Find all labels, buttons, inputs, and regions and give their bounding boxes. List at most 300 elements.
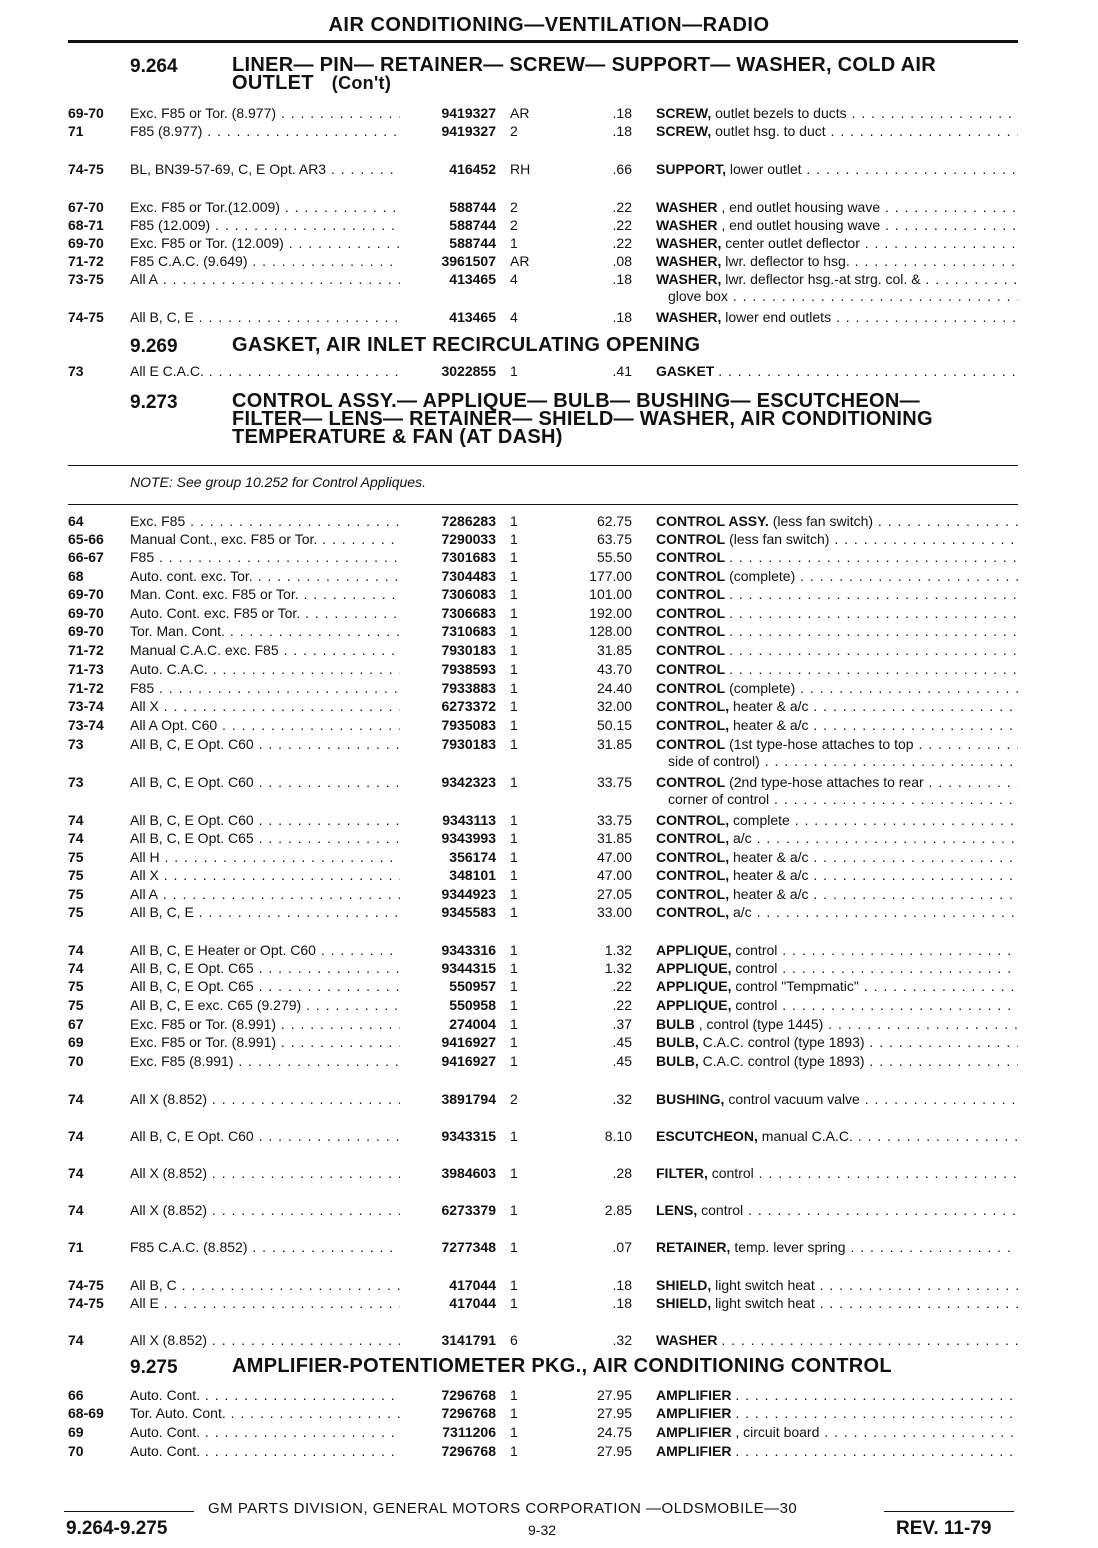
part-number: 588744 bbox=[449, 217, 496, 233]
model-application: All A . . . bbox=[130, 270, 400, 288]
table-row bbox=[0, 660, 1098, 678]
table-row bbox=[0, 996, 1098, 1014]
part-detail: (less fan switch) bbox=[772, 513, 874, 529]
year-range: 71-72 bbox=[68, 680, 104, 696]
part-name: WASHER, bbox=[656, 309, 722, 325]
description bbox=[656, 660, 1018, 678]
price: 27.95 bbox=[596, 1387, 632, 1403]
price: 27.95 bbox=[596, 1405, 632, 1421]
group-title bbox=[232, 1357, 1022, 1375]
description bbox=[656, 270, 1018, 288]
table-row bbox=[0, 308, 1098, 326]
footer-rule-right bbox=[884, 1511, 1014, 1512]
description bbox=[656, 697, 1018, 715]
model-application: All B, C, E Opt. C60 . . . bbox=[130, 773, 400, 791]
group-title-line: TEMPERATURE & FAN (AT DASH) bbox=[232, 426, 563, 448]
model-application: All B, C, E Opt. C65 . . . bbox=[130, 977, 400, 995]
table-row bbox=[0, 1423, 1098, 1441]
table-row bbox=[0, 104, 1098, 122]
part-detail: heater & a/c bbox=[733, 717, 809, 733]
part-detail: control "Tempmatic" bbox=[735, 978, 859, 994]
year-range: 73 bbox=[68, 774, 84, 790]
quantity: 6 bbox=[510, 1332, 518, 1348]
part-number: 9343113 bbox=[442, 812, 496, 828]
part-number: 417044 bbox=[449, 1277, 496, 1293]
year-range: 69-70 bbox=[68, 623, 104, 639]
footer-rule-left bbox=[64, 1511, 194, 1512]
part-name: CONTROL, bbox=[656, 886, 730, 902]
description bbox=[656, 811, 1018, 829]
group-title bbox=[232, 392, 1022, 446]
part-name: BULB bbox=[656, 1016, 695, 1032]
model-application: All B, C, E Opt. C65 . . . bbox=[130, 829, 400, 847]
description bbox=[656, 585, 1018, 603]
part-detail: lower end outlets bbox=[725, 309, 832, 325]
price: .28 bbox=[612, 1165, 632, 1181]
quantity: 1 bbox=[510, 997, 518, 1013]
model-application: All B, C, E Heater or Opt. C60 . . . bbox=[130, 941, 400, 959]
part-detail: heater & a/c bbox=[733, 849, 809, 865]
quantity: 1 bbox=[510, 960, 518, 976]
part-number: 9416927 bbox=[441, 1053, 496, 1069]
model-application: Man. Cont. exc. F85 or Tor. . . . bbox=[130, 585, 400, 603]
part-detail: control bbox=[711, 1165, 754, 1181]
table-row bbox=[0, 252, 1098, 270]
part-name: WASHER bbox=[656, 1332, 718, 1348]
quantity: 1 bbox=[510, 1165, 518, 1181]
price: .18 bbox=[612, 105, 632, 121]
part-name: BUSHING, bbox=[656, 1091, 725, 1107]
year-range: 68-71 bbox=[68, 217, 104, 233]
part-number: 7930183 bbox=[441, 642, 496, 658]
part-name: APPLIQUE, bbox=[656, 942, 732, 958]
price: .22 bbox=[612, 199, 632, 215]
quantity: 1 bbox=[510, 642, 518, 658]
part-detail: , end outlet housing wave bbox=[721, 199, 881, 215]
part-detail: temp. lever spring bbox=[734, 1239, 846, 1255]
year-range: 73 bbox=[68, 736, 84, 752]
model-application: All B, C, E Opt. C65 . . . bbox=[130, 959, 400, 977]
part-detail: C.A.C. control (type 1893) bbox=[702, 1053, 865, 1069]
table-row bbox=[0, 679, 1098, 697]
part-detail: heater & a/c bbox=[733, 867, 809, 883]
part-detail: outlet bezels to ducts bbox=[715, 105, 847, 121]
table-row bbox=[0, 1015, 1098, 1033]
group-number: 9.273 bbox=[130, 392, 178, 413]
description bbox=[656, 641, 1018, 659]
year-range: 73-74 bbox=[68, 717, 104, 733]
table-row bbox=[0, 1238, 1098, 1256]
group-number: 9.275 bbox=[130, 1357, 178, 1378]
part-name: CONTROL, bbox=[656, 849, 730, 865]
quantity: 1 bbox=[510, 513, 518, 529]
header-rule bbox=[68, 40, 1018, 43]
quantity: 1 bbox=[510, 1034, 518, 1050]
quantity: 1 bbox=[510, 1443, 518, 1459]
table-row bbox=[0, 1442, 1098, 1460]
year-range: 68 bbox=[68, 568, 84, 584]
table-row-continuation bbox=[0, 752, 1098, 770]
part-name: ESCUTCHEON, bbox=[656, 1128, 758, 1144]
price: .18 bbox=[612, 271, 632, 287]
model-application: BL, BN39-57-69, C, E Opt. AR3 . . . bbox=[130, 160, 400, 178]
part-name: CONTROL bbox=[656, 642, 726, 658]
table-row bbox=[0, 1052, 1098, 1070]
part-detail: C.A.C. control (type 1893) bbox=[702, 1034, 865, 1050]
description-continued: corner of control . . . bbox=[668, 790, 1018, 808]
model-application: Auto. Cont. . . . bbox=[130, 1386, 400, 1404]
description bbox=[656, 735, 1018, 753]
part-number: 9416927 bbox=[441, 1034, 496, 1050]
model-application: All X . . . bbox=[130, 866, 400, 884]
year-range: 71-73 bbox=[68, 661, 104, 677]
part-number: 7304483 bbox=[441, 568, 496, 584]
table-row bbox=[0, 1331, 1098, 1349]
quantity: 1 bbox=[510, 680, 518, 696]
model-application: All B, C, E . . . bbox=[130, 903, 400, 921]
year-range: 73-74 bbox=[68, 698, 104, 714]
table-row bbox=[0, 585, 1098, 603]
quantity: 1 bbox=[510, 942, 518, 958]
table-row bbox=[0, 641, 1098, 659]
model-application: All B, C, E Opt. C60 . . . bbox=[130, 1127, 400, 1145]
description bbox=[656, 512, 1018, 530]
model-application: All H . . . bbox=[130, 848, 400, 866]
model-application: F85 C.A.C. (8.852) . . . bbox=[130, 1238, 400, 1256]
year-range: 71-72 bbox=[68, 642, 104, 658]
price: 101.00 bbox=[589, 586, 632, 602]
table-row bbox=[0, 1127, 1098, 1145]
part-name: CONTROL, bbox=[656, 698, 730, 714]
description bbox=[656, 104, 1018, 122]
price: 31.85 bbox=[596, 830, 632, 846]
price: 33.75 bbox=[596, 812, 632, 828]
part-detail: (2nd type-hose attaches to rear bbox=[729, 774, 924, 790]
description bbox=[656, 160, 1018, 178]
part-detail: (complete) bbox=[729, 568, 796, 584]
price: 31.85 bbox=[596, 736, 632, 752]
part-number: 7938593 bbox=[441, 661, 496, 677]
quantity: 1 bbox=[510, 235, 518, 251]
model-application: All X (8.852) . . . bbox=[130, 1201, 400, 1219]
year-range: 74 bbox=[68, 1202, 84, 1218]
part-name: SCREW, bbox=[656, 105, 712, 121]
part-name: SHIELD, bbox=[656, 1295, 712, 1311]
quantity: 1 bbox=[510, 812, 518, 828]
part-name: SUPPORT, bbox=[656, 161, 727, 177]
model-application: Exc. F85 or Tor.(12.009) . . . bbox=[130, 198, 400, 216]
part-name: CONTROL bbox=[656, 774, 726, 790]
description bbox=[656, 1164, 1018, 1182]
description bbox=[656, 122, 1018, 140]
part-number: 3022855 bbox=[441, 363, 496, 379]
quantity: 1 bbox=[510, 623, 518, 639]
part-name: CONTROL bbox=[656, 531, 726, 547]
quantity: 1 bbox=[510, 1202, 518, 1218]
part-detail: control bbox=[735, 942, 778, 958]
part-detail: light switch heat bbox=[715, 1277, 815, 1293]
year-range: 66-67 bbox=[68, 549, 104, 565]
description bbox=[656, 530, 1018, 548]
part-detail: lwr. deflector to hsg. bbox=[725, 253, 850, 269]
table-row bbox=[0, 697, 1098, 715]
model-application: F85 . . . bbox=[130, 679, 400, 697]
year-range: 68-69 bbox=[68, 1405, 104, 1421]
table-row bbox=[0, 1276, 1098, 1294]
quantity: 2 bbox=[510, 217, 518, 233]
table-row bbox=[0, 362, 1098, 380]
year-range: 73-75 bbox=[68, 271, 104, 287]
quantity: 1 bbox=[510, 1239, 518, 1255]
table-row bbox=[0, 1033, 1098, 1051]
model-application: Tor. Auto. Cont. . . . bbox=[130, 1404, 400, 1422]
model-application: Auto. C.A.C. . . . bbox=[130, 660, 400, 678]
quantity: 1 bbox=[510, 568, 518, 584]
model-application: All B, C, E Opt. C60 . . . bbox=[130, 811, 400, 829]
footer-page-number: 9-32 bbox=[528, 1522, 557, 1538]
price: 63.75 bbox=[596, 531, 632, 547]
quantity: 4 bbox=[510, 309, 518, 325]
description bbox=[656, 198, 1018, 216]
quantity: 1 bbox=[510, 586, 518, 602]
description bbox=[656, 308, 1018, 326]
price: 50.15 bbox=[596, 717, 632, 733]
model-application: All A . . . bbox=[130, 885, 400, 903]
description bbox=[656, 1127, 1018, 1145]
part-detail: heater & a/c bbox=[733, 698, 809, 714]
part-number: 7301683 bbox=[441, 549, 496, 565]
table-row-continuation bbox=[0, 287, 1098, 305]
description bbox=[656, 1331, 1018, 1349]
description bbox=[656, 829, 1018, 847]
part-number: 588744 bbox=[449, 235, 496, 251]
model-application: Manual C.A.C. exc. F85 . . . bbox=[130, 641, 400, 659]
part-name: AMPLIFIER bbox=[656, 1424, 732, 1440]
table-row bbox=[0, 829, 1098, 847]
description bbox=[656, 216, 1018, 234]
part-name: CONTROL bbox=[656, 736, 726, 752]
footer-publisher: GM PARTS DIVISION, GENERAL MOTORS CORPORATION —OLDSMOBILE—30 bbox=[208, 1500, 798, 1517]
year-range: 69 bbox=[68, 1034, 84, 1050]
model-application: Auto. cont. exc. Tor. . . . bbox=[130, 567, 400, 585]
part-number: 413465 bbox=[449, 309, 496, 325]
table-row bbox=[0, 1404, 1098, 1422]
footer-revision: REV. 11-79 bbox=[896, 1518, 992, 1539]
part-name: BULB, bbox=[656, 1053, 699, 1069]
description bbox=[656, 996, 1018, 1014]
part-detail: control vacuum valve bbox=[728, 1091, 860, 1107]
table-row bbox=[0, 1164, 1098, 1182]
part-name: CONTROL bbox=[656, 680, 726, 696]
price: .32 bbox=[612, 1332, 632, 1348]
part-name: WASHER, bbox=[656, 235, 722, 251]
model-application: Exc. F85 or Tor. (8.977) . . . bbox=[130, 104, 400, 122]
quantity: 1 bbox=[510, 736, 518, 752]
model-application: Auto. Cont. exc. F85 or Tor. . . . bbox=[130, 604, 400, 622]
year-range: 75 bbox=[68, 886, 84, 902]
part-number: 7306083 bbox=[441, 586, 496, 602]
description bbox=[656, 1386, 1018, 1404]
description bbox=[656, 866, 1018, 884]
group-note: NOTE: See group 10.252 for Control Appliques. bbox=[130, 474, 426, 490]
part-detail: a/c bbox=[733, 830, 752, 846]
part-number: 7296768 bbox=[441, 1443, 496, 1459]
part-name: CONTROL bbox=[656, 605, 726, 621]
part-name: SHIELD, bbox=[656, 1277, 712, 1293]
year-range: 74-75 bbox=[68, 1295, 104, 1311]
year-range: 74-75 bbox=[68, 1277, 104, 1293]
part-number: 348101 bbox=[449, 867, 496, 883]
description bbox=[656, 1033, 1018, 1051]
part-detail: , control (type 1445) bbox=[698, 1016, 824, 1032]
year-range: 75 bbox=[68, 904, 84, 920]
description bbox=[656, 604, 1018, 622]
part-detail: manual C.A.C. bbox=[761, 1128, 853, 1144]
price: .18 bbox=[612, 1277, 632, 1293]
price: 1.32 bbox=[604, 942, 632, 958]
part-detail: (1st type-hose attaches to top bbox=[729, 736, 914, 752]
part-name: CONTROL, bbox=[656, 867, 730, 883]
table-row bbox=[0, 716, 1098, 734]
part-number: 588744 bbox=[449, 199, 496, 215]
quantity: 1 bbox=[510, 1405, 518, 1421]
description bbox=[656, 679, 1018, 697]
part-number: 413465 bbox=[449, 271, 496, 287]
model-application: All B, C, E exc. C65 (9.279) . . . bbox=[130, 996, 400, 1014]
year-range: 74 bbox=[68, 812, 84, 828]
price: 1.32 bbox=[604, 960, 632, 976]
part-detail: lower outlet bbox=[729, 161, 802, 177]
year-range: 74 bbox=[68, 942, 84, 958]
group-title-line: AMPLIFIER-POTENTIOMETER PKG., AIR CONDITIONING CONTROL bbox=[232, 1355, 892, 1377]
quantity: 1 bbox=[510, 978, 518, 994]
part-number: 9344923 bbox=[441, 886, 496, 902]
group-title-line: GASKET, AIR INLET RECIRCULATING OPENING bbox=[232, 334, 701, 356]
part-number: 3891794 bbox=[441, 1091, 496, 1107]
price: 33.75 bbox=[596, 774, 632, 790]
model-application: All B, C, E Opt. C60 . . . bbox=[130, 735, 400, 753]
part-number: 6273372 bbox=[441, 698, 496, 714]
year-range: 74 bbox=[68, 1128, 84, 1144]
part-number: 7296768 bbox=[441, 1387, 496, 1403]
part-name: LENS, bbox=[656, 1202, 698, 1218]
description bbox=[656, 234, 1018, 252]
part-number: 9345583 bbox=[441, 904, 496, 920]
table-row bbox=[0, 604, 1098, 622]
price: 192.00 bbox=[589, 605, 632, 621]
year-range: 75 bbox=[68, 849, 84, 865]
quantity: 1 bbox=[510, 886, 518, 902]
part-number: 7930183 bbox=[441, 736, 496, 752]
quantity: 1 bbox=[510, 867, 518, 883]
part-detail: control bbox=[735, 960, 778, 976]
part-number: 7296768 bbox=[441, 1405, 496, 1421]
table-row bbox=[0, 977, 1098, 995]
model-application: F85 . . . bbox=[130, 548, 400, 566]
part-name: GASKET bbox=[656, 363, 715, 379]
price: 177.00 bbox=[589, 568, 632, 584]
quantity: 2 bbox=[510, 199, 518, 215]
price: .22 bbox=[612, 978, 632, 994]
description bbox=[656, 1238, 1018, 1256]
quantity: 1 bbox=[510, 1016, 518, 1032]
quantity: 1 bbox=[510, 1387, 518, 1403]
model-application: F85 (8.977) . . . bbox=[130, 122, 400, 140]
model-application: All E C.A.C. . . . bbox=[130, 362, 400, 380]
table-row bbox=[0, 959, 1098, 977]
year-range: 67-70 bbox=[68, 199, 104, 215]
description bbox=[656, 773, 1018, 791]
footer-section-range: 9.264-9.275 bbox=[66, 1518, 168, 1539]
group-title-line: FILTER— LENS— RETAINER— SHIELD— WASHER, AIR CONDITIONING bbox=[232, 408, 933, 430]
year-range: 73 bbox=[68, 363, 84, 379]
price: 43.70 bbox=[596, 661, 632, 677]
quantity: 1 bbox=[510, 1277, 518, 1293]
quantity: 1 bbox=[510, 363, 518, 379]
year-range: 74 bbox=[68, 960, 84, 976]
year-range: 66 bbox=[68, 1387, 84, 1403]
part-number: 3141791 bbox=[441, 1332, 496, 1348]
model-application: Exc. F85 or Tor. (12.009) . . . bbox=[130, 234, 400, 252]
part-number: 7310683 bbox=[441, 623, 496, 639]
model-application: Tor. Man. Cont. . . . bbox=[130, 622, 400, 640]
table-row bbox=[0, 773, 1098, 791]
price: 24.75 bbox=[596, 1424, 632, 1440]
part-name: CONTROL bbox=[656, 586, 726, 602]
price: .22 bbox=[612, 217, 632, 233]
year-range: 65-66 bbox=[68, 531, 104, 547]
year-range: 69 bbox=[68, 1424, 84, 1440]
description bbox=[656, 252, 1018, 270]
year-range: 71 bbox=[68, 123, 84, 139]
part-number: 9342323 bbox=[441, 774, 496, 790]
part-number: 274004 bbox=[449, 1016, 496, 1032]
model-application: Exc. F85 or Tor. (8.991) . . . bbox=[130, 1033, 400, 1051]
table-row bbox=[0, 270, 1098, 288]
year-range: 74-75 bbox=[68, 309, 104, 325]
description bbox=[656, 548, 1018, 566]
part-name: WASHER, bbox=[656, 253, 722, 269]
part-number: 9419327 bbox=[441, 105, 496, 121]
part-number: 9419327 bbox=[441, 123, 496, 139]
price: .32 bbox=[612, 1091, 632, 1107]
part-name: WASHER bbox=[656, 217, 718, 233]
part-name: CONTROL, bbox=[656, 812, 730, 828]
table-row bbox=[0, 1201, 1098, 1219]
description bbox=[656, 848, 1018, 866]
description bbox=[656, 362, 1018, 380]
part-number: 9343316 bbox=[441, 942, 496, 958]
description bbox=[656, 567, 1018, 585]
part-name: WASHER, bbox=[656, 271, 722, 287]
price: .18 bbox=[612, 309, 632, 325]
quantity: 1 bbox=[510, 1424, 518, 1440]
part-number: 7933883 bbox=[441, 680, 496, 696]
price: .37 bbox=[612, 1016, 632, 1032]
model-application: Exc. F85 . . . bbox=[130, 512, 400, 530]
table-row bbox=[0, 234, 1098, 252]
part-name: WASHER bbox=[656, 199, 718, 215]
note-rule-bottom bbox=[68, 504, 1018, 505]
part-detail: complete bbox=[733, 812, 790, 828]
description bbox=[656, 1442, 1018, 1460]
continued-label: (Con't) bbox=[331, 73, 392, 93]
description bbox=[656, 1276, 1018, 1294]
table-row bbox=[0, 866, 1098, 884]
year-range: 74-75 bbox=[68, 161, 104, 177]
part-number: 7286283 bbox=[441, 513, 496, 529]
model-application: All B, C, E . . . bbox=[130, 308, 400, 326]
